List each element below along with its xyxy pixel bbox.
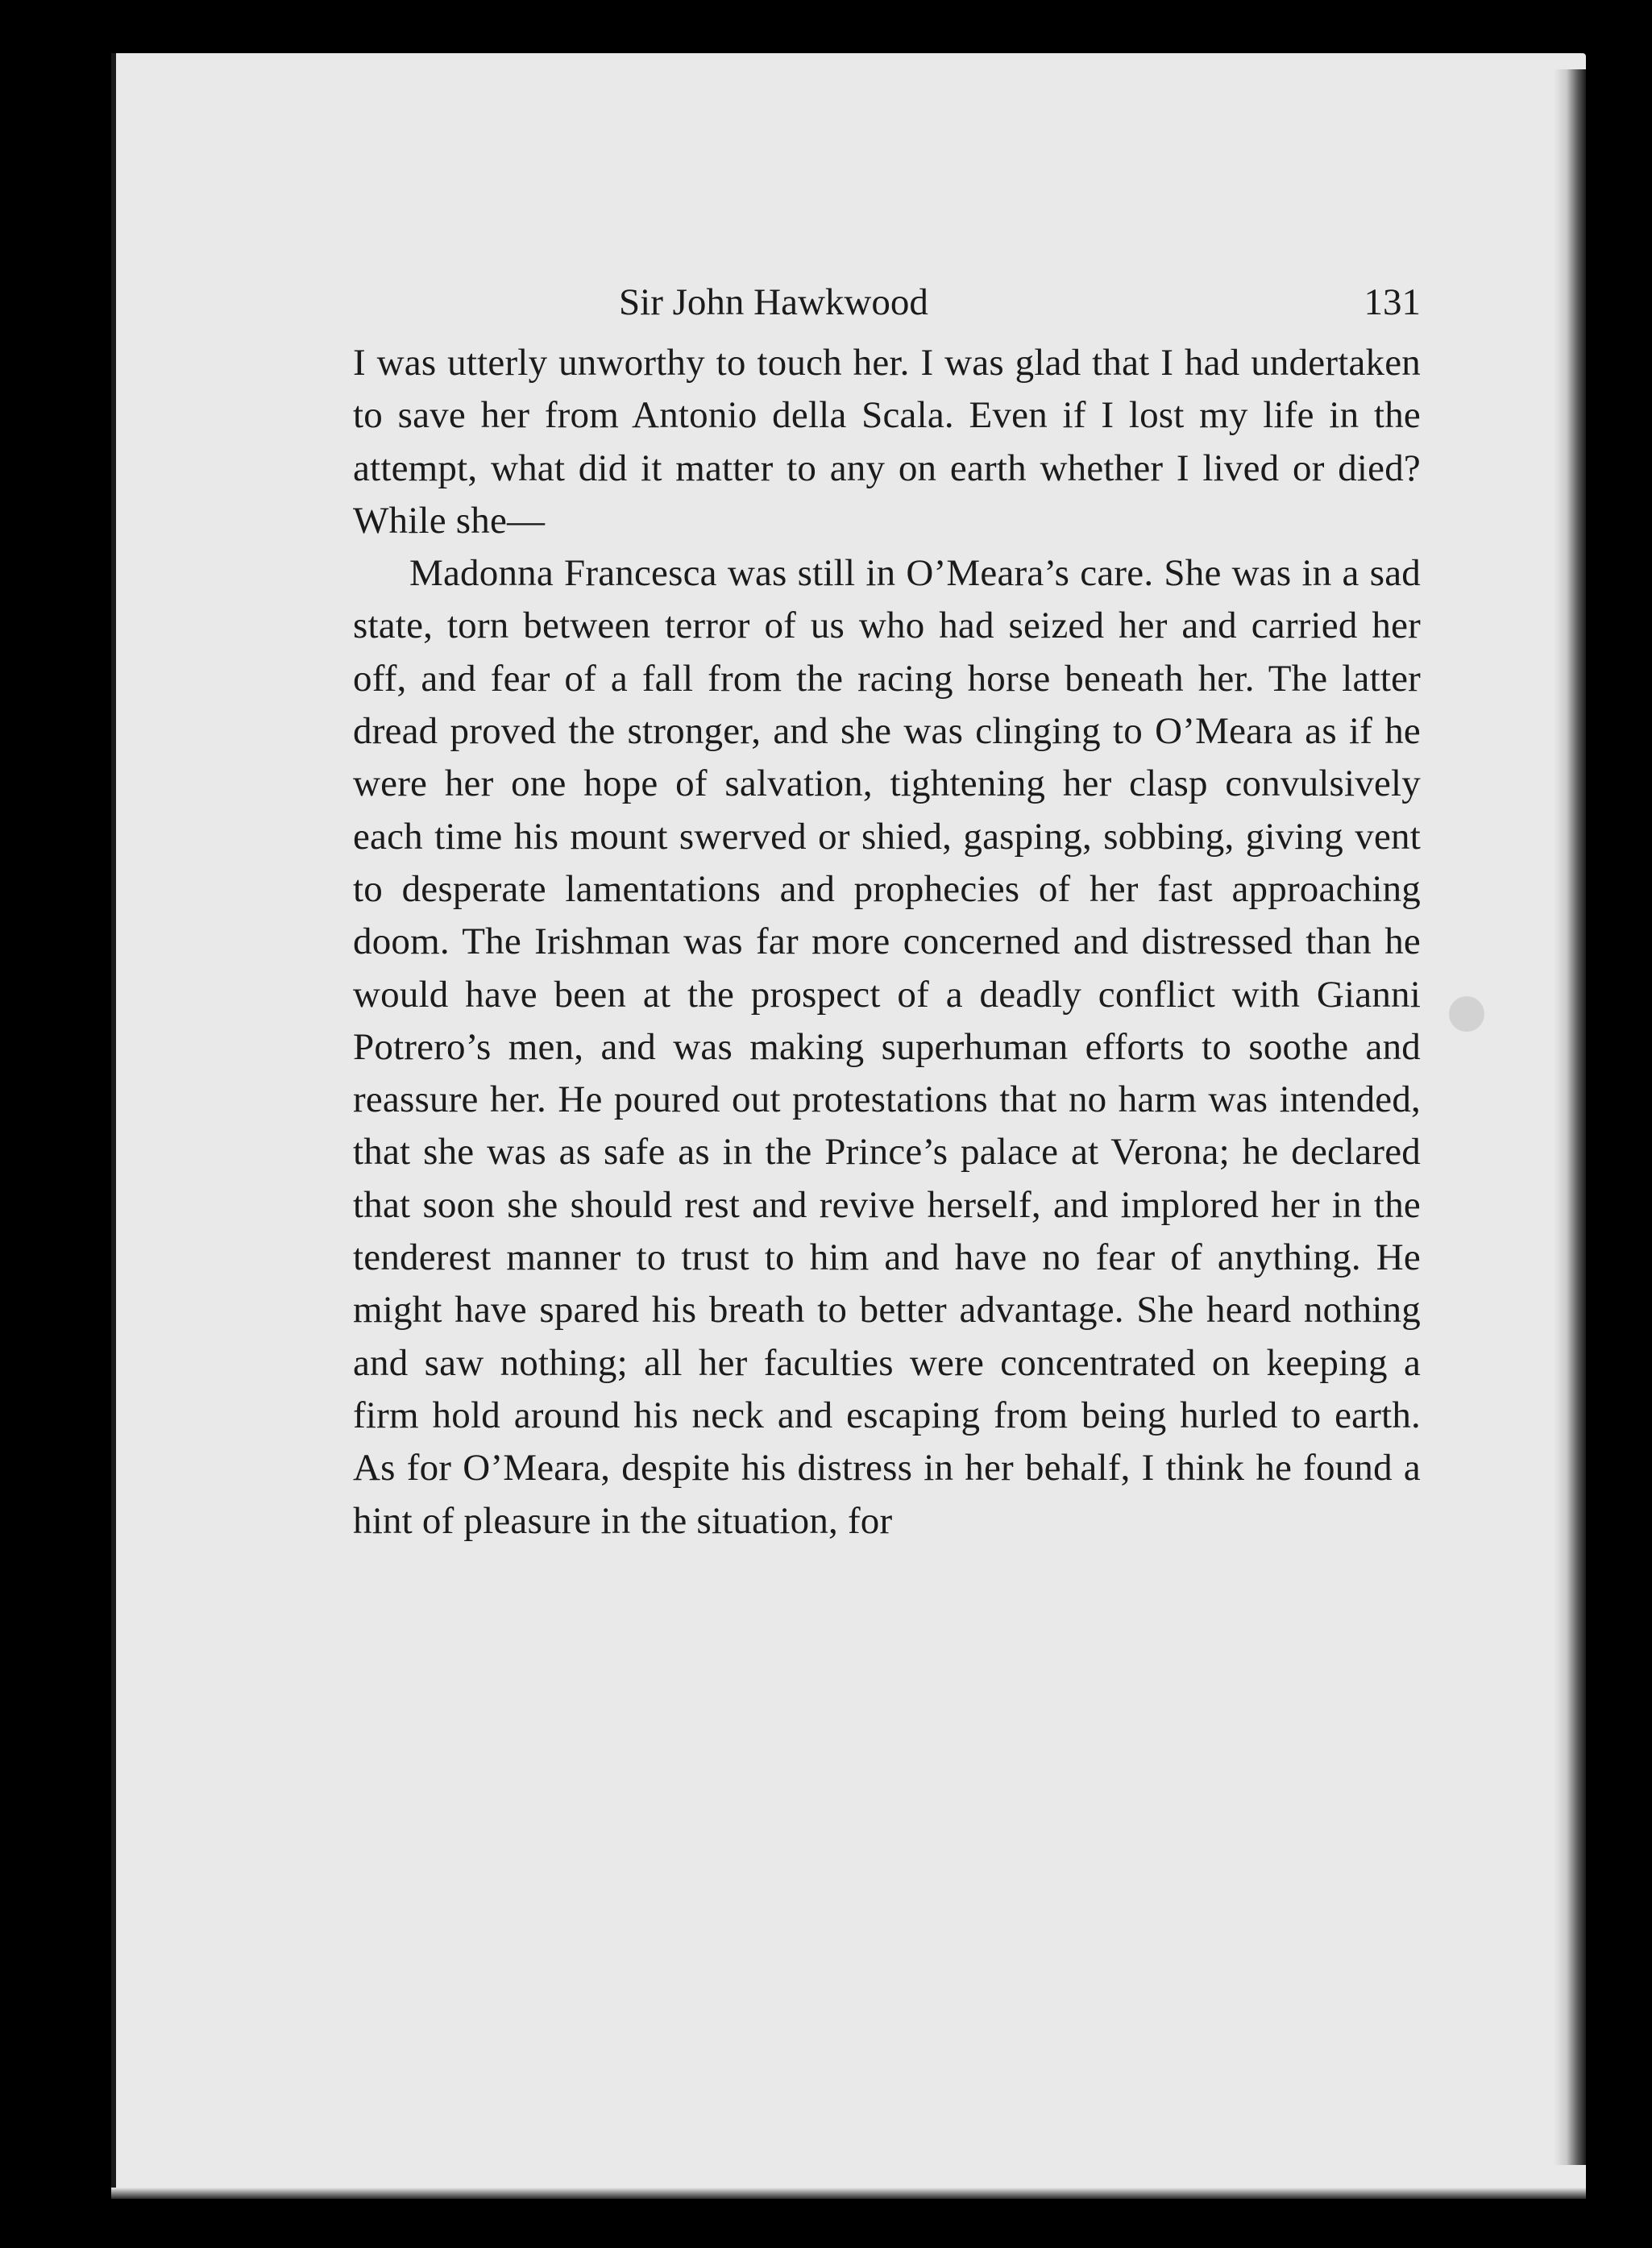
- paragraph: Madonna Francesca was still in O’Meara’s care. She was in a sad state, torn between terror of us who had seized her and carried her off, and fear of a fall from the racing horse beneath her. The latter dread proved the stronger, and she was clinging to O’Meara as if he were her one hope of salvation, tightening her clasp convulsively each time his mount swerved or shied, gasping, sobbing, giving vent to desperate lamentations and prophecies of her fast approaching doom. The Irishman was far more concerned and distressed than he would have been at the prospect of a deadly conflict with Gianni Potrero’s men, and was making superhuman efforts to soothe and reassure her. He poured out protestations that no harm was intended, that she was as safe as in the Prince’s palace at Verona; he declared that soon she should rest and revive herself, and implored her in the tenderest manner to trust to him and have no fear of anything. He might have spared his breath to better advantage. She heard nothing and saw nothing; all her faculties were concentrated on keeping a firm hold around his neck and escaping from being hurled to earth. As for O’Meara, despite his distress in her behalf, I think he found a hint of pleasure in the situation, for: [353, 552, 1421, 1542]
- book-page: [111, 53, 1586, 2199]
- page-number: 131: [1364, 281, 1421, 323]
- page-content: [353, 280, 1421, 1548]
- running-head-title: Sir John Hawkwood: [619, 281, 928, 323]
- page-right-edge-shadow: [1554, 69, 1586, 2165]
- paper-blemish: [1449, 996, 1484, 1032]
- page-spine-edge: [111, 53, 116, 2199]
- body-text: [353, 337, 1421, 1548]
- page-bottom-edge: [111, 2188, 1586, 2199]
- running-head: [353, 280, 1421, 337]
- paragraph: I was utterly unworthy to touch her. I was glad that I had undertaken to save her from Antonio della Scala. Even if I lost my life in the attempt, what did it matter to any on earth whether I lived or died? While she—: [353, 342, 1421, 542]
